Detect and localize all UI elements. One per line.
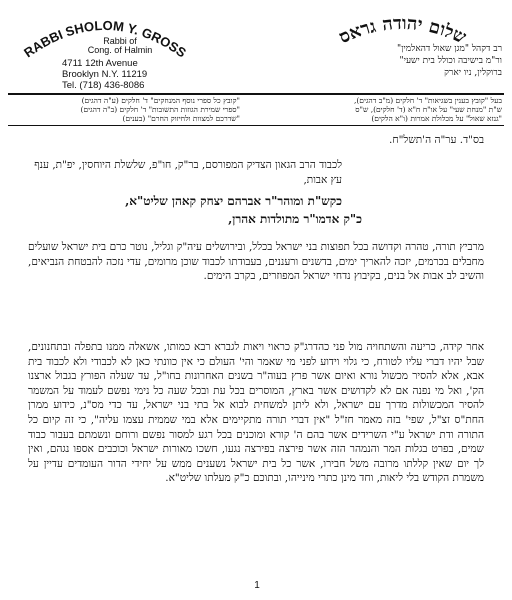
date-line: בס"ד. ער"ה ה'תשל"ח.	[389, 134, 484, 146]
address-line-1: 4711 12th Avenue	[62, 58, 138, 69]
books-right	[262, 96, 502, 123]
title-he-2: ור"מ בישיבה וכולל בית ישעי"	[399, 56, 502, 66]
name-he: שלום יהודה גראס	[335, 12, 470, 49]
book-right-2: ש"ת "מנחת שעי" על או"ח ח"א (ד' חלקים), ש"ס	[355, 105, 502, 114]
header-divider-bottom	[8, 125, 504, 126]
title-he-1: רב דקהל "מגן שאול דהאלמין"	[396, 44, 502, 54]
honoree-name: כקש"ת ומוהר"ר אברהם יצחק קאהן שליט"א,	[125, 194, 342, 208]
title-en-1: Rabbi of	[103, 36, 137, 46]
honoree-title: כ"ק אדמו"ר מתולדות אהרן,	[228, 212, 362, 226]
title-he-3: ברוקלין, ניו יארק	[444, 68, 502, 78]
paragraph-1: מרביץ תורה, טהרה וקדושה בכל תפוצות בני ישראל בכלל, ובירושלים עיה"ק וגליל, נוטר כרם בית ישראל שועלים מחבלים בכרמים, יזכה להאריך ימים, בדשנים ורעננים, בעבודתו לכבוד שוכן מרומים, עדי נזכה להבטחת הנביאים, והשיב לב אבות אל בנים, בקיבוץ נדחי ישראל המפוזרים, בקרב הימים.	[28, 241, 484, 283]
book-left-2: "ספרי שמירת הגוזות התשובות" ד' חלקים (ב"ה דהגים)	[80, 105, 240, 114]
addressee: לכבוד הרב הגאון הצדיק המפורסם, בר"ק, חו"פ, שלשלת היוחסין, יפ"ת, ענף עץ אבות,	[34, 159, 342, 186]
book-left-1: "קובץ כל ספרי נוסף המנחקים" ד' חלקים (ע"ה דהגים)	[81, 96, 240, 105]
book-left-3: "שדרכם למצוות ולחיזוק החרם" (בענים)	[122, 114, 240, 123]
books-left	[10, 96, 240, 123]
page-number: 1	[254, 580, 260, 591]
title-en-2: Cong. of Halmin	[87, 45, 153, 55]
paragraph-2: אחר קידה, כריעה והשתחויה מול פני כהדרג"ק כראוי ויאות לגברא רבא כמותו, אשאלה ממנו בתפלה ובתחנונים, שבל יהיו דברי עליו לטורח, כי גלוי וידוע לפני מי שאמר והי' העולם כי אין כוונתי כאן לא לכבודי ולא לכבוד בית אבא, אלא להסיר מכשול נורא ואיום אשר פרץ בעוה"ר בשנים האחרונות בחו"ל, עד שעלה הפורץ בגבול ארצנו הק', ואל מי נפנה אם לא לקדושים אשר בארץ, המוסרים בכל עת ובכל שעה כל נימי נפשם לעמוד על המשמר להסיר המכשולות מדרך עם ישראל, ולא ליתן למשחית לבוא אל בתי בני ישראל, עד כדי מס"נ, כידוע ממרן החת"ס זצ"ל, שפי' בזה מאמר חז"ל "אין דברי תורה מתקיימים אלא במי שממית עצמו עליה", כי זה קיום כל התורה ודת ישראל ע"י השרידים אשר בהם ה' קורא ומוכנים בכל רגע למסור נפשם ורוחם ונשמתם בעבור כבוד שמים, בפרט בגלות המר והנמהר הזה אשר פירצה בפירצה נגעו, חשכו מאורות ישראל וכוכבים אספו נגהם, ואין לך יום שאין קללתו מרובה משל חבירו, אשר כל בית ישראל נשענים ממש על יחידי הדור העומדים עדיין על משמרת הקודש בלי ליאות, וחד מינן כתרי מינייהו, ובתוכם כ"ק מעלתו שליט"א.	[28, 341, 484, 485]
book-right-3: "גנזא שאול" על מכלולת אמרות (ו"א הלקים)	[371, 114, 502, 123]
header-divider-top	[8, 93, 504, 95]
phone-line: Tel. (718) 436-8086	[62, 80, 145, 91]
address-line-2: Brooklyn N.Y. 11219	[62, 69, 148, 80]
name-en: RABBI SHOLOM Y. GROSS	[21, 17, 189, 61]
book-right-1: בעל "קובץ בענין בשגיאות" ד' חלקים (מ"ב דהגים),	[353, 96, 502, 105]
